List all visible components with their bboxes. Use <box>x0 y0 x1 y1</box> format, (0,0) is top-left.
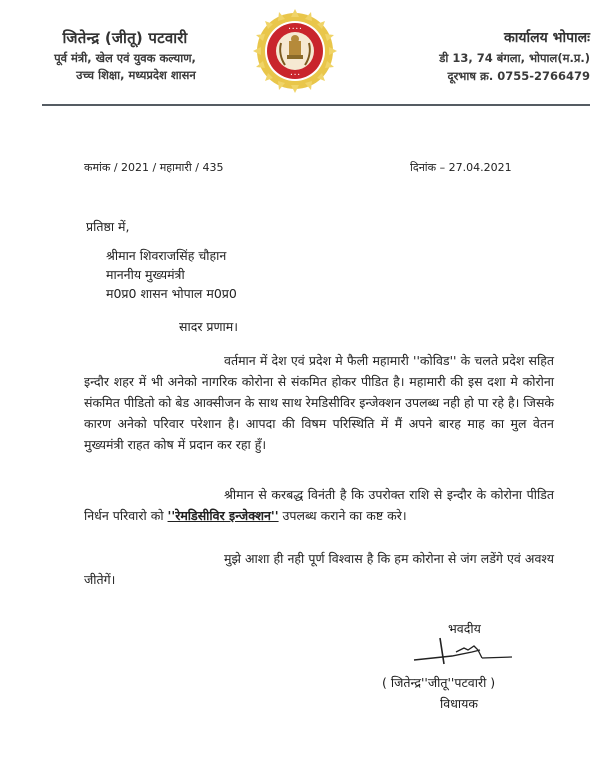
body-paragraph-1 <box>84 350 554 455</box>
paragraph-2-text-after: उपलब्ध कराने का कष्ट करे। <box>278 508 407 523</box>
office-label: कार्यालय भोपालः <box>504 30 590 46</box>
sender-title-line1: पूर्व मंत्री, खेल एवं युवक कल्याण, <box>54 51 196 65</box>
svg-text:• • •: • • • <box>290 72 300 77</box>
signoff: भवदीय <box>448 621 481 636</box>
signer-name: ( जितेन्द्र''जीतू''पटवारी ) <box>382 675 496 690</box>
paragraph-2-emphasis: ''रेमडिसीविर इन्जेक्शन'' <box>167 508 279 523</box>
recipient-block <box>106 246 237 303</box>
government-emblem-icon <box>252 8 338 94</box>
letterhead-right <box>370 28 590 84</box>
paragraph-2-text-before: श्रीमान से करबद्ध विनंती है कि उपरोक्त राशि से इन्दौर के कोरोना पीडित निर्धन परिवारो को <box>84 487 554 523</box>
recipient-title: माननीय मुख्यमंत्री <box>106 267 185 282</box>
recipient-office: म0प्र0 शासन भोपाल म0प्र0 <box>106 286 237 301</box>
recipient-name: श्रीमान शिवराजसिंह चौहान <box>106 248 227 263</box>
body-paragraph-3 <box>84 548 554 590</box>
salutation-to: प्रतिष्ठा में, <box>86 219 130 234</box>
sender-name: जितेन्द्र (जीतू) पटवारी <box>62 29 188 47</box>
letter-date: दिनांक – 27.04.2021 <box>410 161 512 174</box>
reference-number: कमांक / 2021 / महामारी / 435 <box>84 161 224 174</box>
signature-icon <box>412 630 522 670</box>
office-phone: दूरभाष क्र. 0755-2766479 <box>447 69 590 83</box>
paragraph-1-text: वर्तमान में देश एवं प्रदेश मे फैली महामारी ''कोविड'' के चलते प्रदेश सहित इन्दौर शहर में भी अनेको नागरिक कोरोना से संकमित होकर पीडित है। महामारी की इस दशा मे कोरोना संकमित पीडितो को बेड आक्सीजन के साथ साथ रेमडिसीविर इन्जेक्शन उपलब्ध नही हो पा रहे है। जिसके कारण अनेको परिवार परेशान है। आपदा की विषम परिस्थिति में मैं अपने बारह माह का मुल वेतन मुख्यमंत्री राहत कोष में प्रदान कर रहा हुँ। <box>84 353 554 452</box>
svg-text:• • • •: • • • • <box>288 26 302 31</box>
body-paragraph-2 <box>84 484 554 526</box>
signer-designation: विधायक <box>440 696 478 711</box>
office-address: डी 13, 74 बंगला, भोपाल(म.प्र.) <box>439 51 590 65</box>
greeting: सादर प्रणाम। <box>179 319 239 334</box>
header-divider <box>42 104 590 106</box>
paragraph-3-text: मुझे आशा ही नही पूर्ण विश्वास है कि हम कोरोना से जंग लडेंगे एवं अवश्य जीतेगें। <box>84 551 554 587</box>
sender-title-line2: उच्च शिक्षा, मध्यप्रदेश शासन <box>76 68 196 82</box>
letterhead-left <box>0 28 250 83</box>
